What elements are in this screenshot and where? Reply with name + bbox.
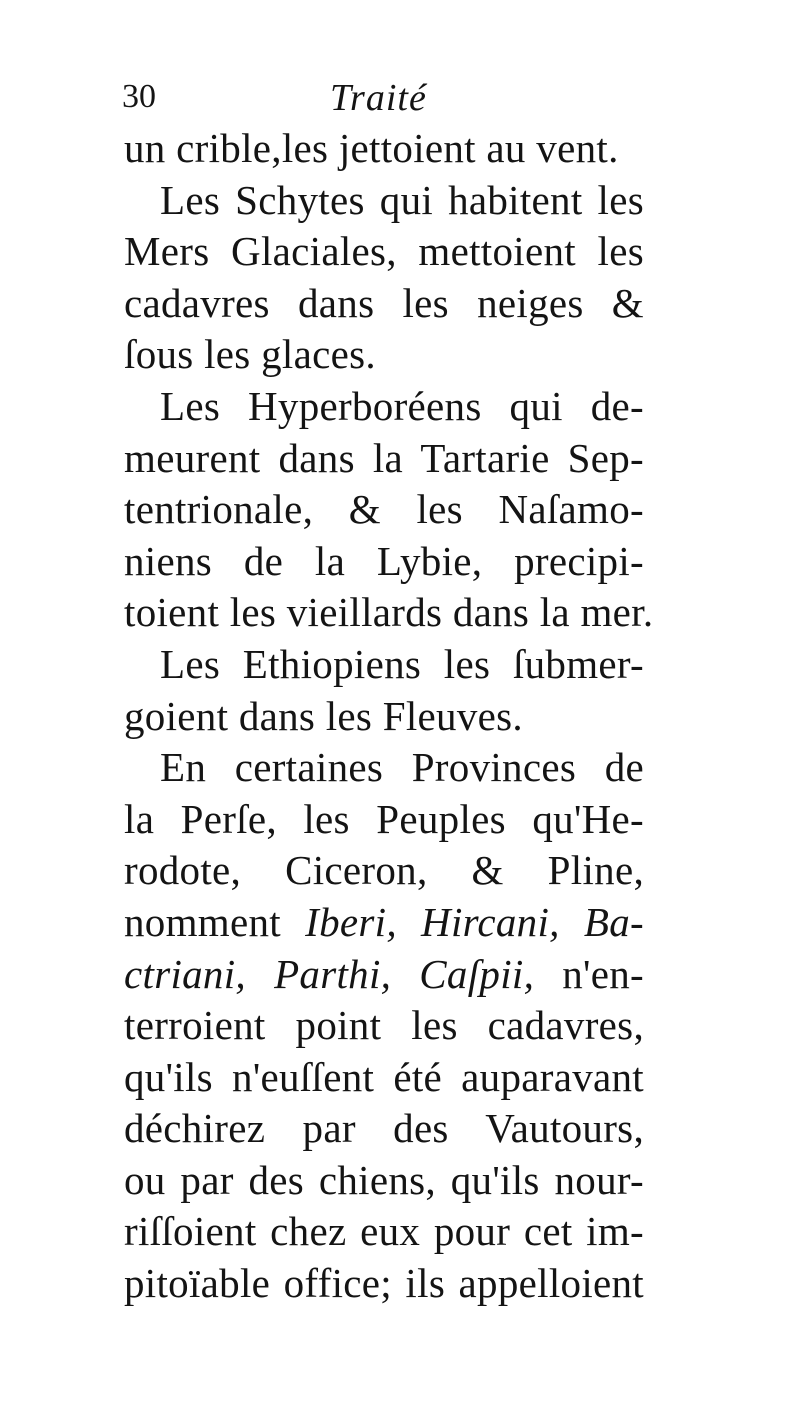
text-line-roman: déchirez par des Vautours, <box>124 1105 644 1152</box>
text-line <box>124 278 644 330</box>
text-line <box>124 1000 644 1052</box>
text-line-roman: tentrionale, & les Naſamo- <box>124 486 644 533</box>
text-line-italic: ctriani, Parthi, Caſpii, <box>124 950 535 997</box>
text-line-roman-after: n'en- <box>534 950 644 997</box>
text-line <box>124 639 644 691</box>
body-text <box>124 123 654 1310</box>
text-line <box>124 1155 644 1207</box>
text-line <box>124 794 644 846</box>
text-line <box>124 1103 644 1155</box>
text-line <box>124 226 644 278</box>
text-line-roman: Les Hyperboréens qui de- <box>160 382 644 429</box>
text-line-roman: niens de la Lybie, precipi- <box>124 537 644 584</box>
page-number: 30 <box>122 78 156 115</box>
text-line-roman: Les Schytes qui habitent les <box>160 176 644 223</box>
text-line <box>124 433 644 485</box>
text-line <box>124 123 644 175</box>
text-line-roman: pitoïable office; ils appelloient <box>124 1260 644 1307</box>
text-line-roman: un crible,les jettoient au vent. <box>124 125 619 171</box>
text-line <box>124 845 644 897</box>
text-line-roman: toient les vieillards dans la mer. <box>124 589 654 636</box>
text-line-roman: terroient point les cadavres, <box>124 1002 644 1049</box>
text-line-roman: En certaines Provinces de <box>160 744 644 791</box>
text-line-roman: cadavres dans les neiges & <box>124 279 644 326</box>
text-line-roman: ou par des chiens, qu'ils nour- <box>124 1156 644 1203</box>
text-line <box>124 175 644 227</box>
text-line <box>124 897 644 949</box>
text-line-italic: Iberi, Hircani, Ba- <box>305 898 644 945</box>
text-line-roman: riſſoient chez eux pour cet im- <box>124 1208 644 1255</box>
text-line-roman: la Perſe, les Peuples qu'He- <box>124 795 644 842</box>
text-line <box>124 484 644 536</box>
text-line-roman: ſous les glaces. <box>124 331 376 378</box>
running-head: Traité <box>330 77 427 119</box>
text-line <box>124 1258 644 1310</box>
text-line-roman: meurent dans la Tartarie Sep- <box>124 434 644 481</box>
text-line <box>124 742 644 794</box>
text-line <box>124 1206 644 1258</box>
text-line <box>124 329 644 381</box>
page-header <box>118 74 648 126</box>
text-line <box>124 949 644 1001</box>
text-line-roman: goient dans les Fleuves. <box>124 692 523 739</box>
text-line <box>124 1052 644 1104</box>
text-line <box>124 587 654 639</box>
text-line-roman: nomment <box>124 898 306 945</box>
text-line <box>124 381 644 433</box>
text-line <box>124 536 644 588</box>
text-line-roman: qu'ils n'euſſent été auparavant <box>124 1053 644 1100</box>
text-line-roman: Mers Glaciales, mettoient les <box>124 228 644 275</box>
text-line-roman: Les Ethiopiens les ſubmer- <box>160 640 644 687</box>
text-line-roman: rodote, Ciceron, & Pline, <box>124 847 644 894</box>
text-line <box>124 691 644 743</box>
